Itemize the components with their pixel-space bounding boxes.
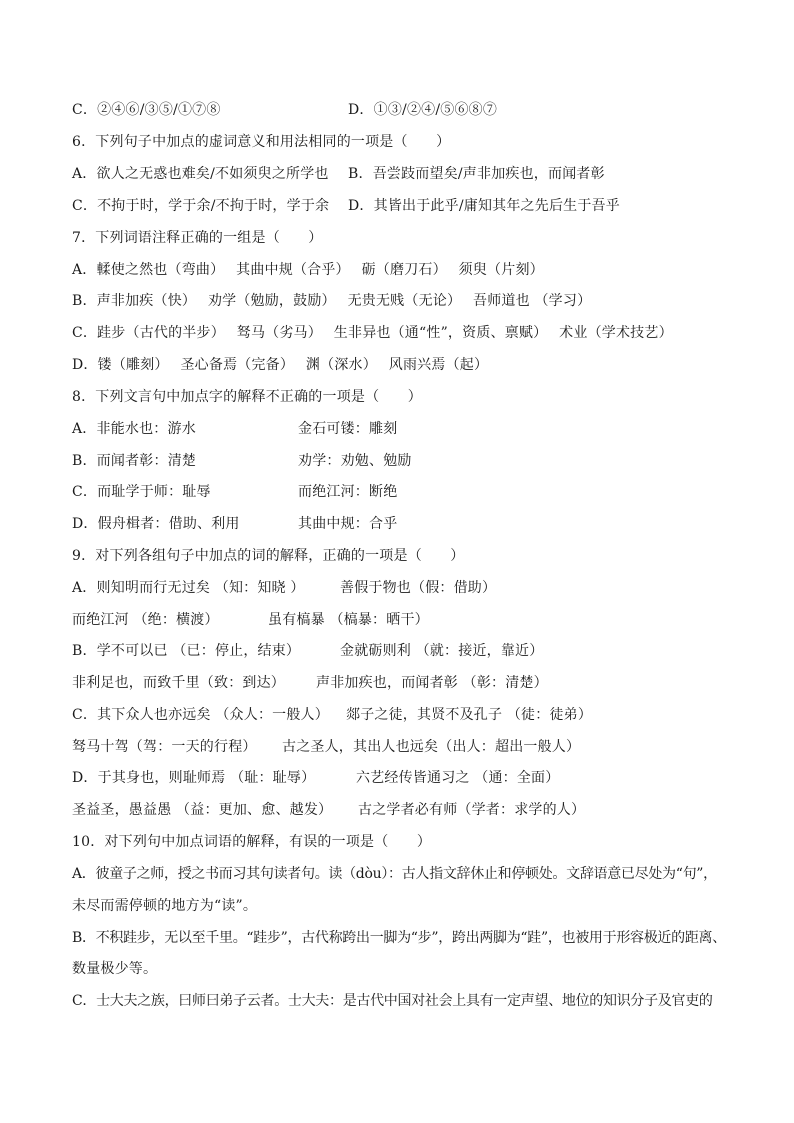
option-text: B．学不可以已 （已：停止，结束） <box>72 643 301 659</box>
q7-option-a: A．輮使之然也（弯曲） 其曲中规（合乎） 砺（磨刀石） 须臾（片刻） <box>72 262 544 278</box>
option-text: 而绝江河 （绝：横渡） <box>72 612 219 628</box>
option-text: 六艺经传皆通习之 （通：全面） <box>356 770 560 786</box>
q10-stem: 10．对下列句中加点词语的解释，有误的一项是（ ） <box>72 834 432 850</box>
q10-option-c-line1: C．士大夫之族，曰师曰弟子云者。士大夫：是古代中国对社会上具有一定声望、地位的知识分子及官吏的 <box>72 993 713 1009</box>
option-text: 劝学：劝勉、勉励 <box>298 453 412 469</box>
q7-option-d: D．镂（雕刻） 圣心备焉（完备） 渊（深水） 风雨兴焉（起） <box>72 357 489 373</box>
option-b: B．吾尝跂而望矣/声非加疾也，而闻者彰 <box>348 166 605 182</box>
q10-option-a-line2: 未尽而需停顿的地方为“读”。 <box>72 898 258 914</box>
option-a: A．欲人之无惑也难矣/不如须臾之所学也 <box>72 166 329 182</box>
q7-option-b: B．声非加疾（快） 劝学（勉励，鼓励） 无贵无贱（无论） 吾师道也 （学习） <box>72 293 592 309</box>
option-text: 善假于物也（假：借助） <box>340 580 497 596</box>
option-text: 非利足也，而致千里（致：到达） <box>72 675 285 691</box>
option-d: D．其皆出于此乎/庸知其年之先后生于吾乎 <box>348 198 620 214</box>
option-c: C．不拘于时，学于余/不拘于时，学于余 <box>72 198 330 214</box>
q10-option-b-line1: B．不积跬步，无以至千里。“跬步”，古代称跨出一脚为“步”，跨出两脚为“跬”，也被用于形容极近的距离、 <box>72 930 726 946</box>
option-text: 郯子之徒，其贤不及孔子 （徒：徒弟） <box>346 707 593 723</box>
option-text: C．其下众人也亦远矣 （众人：一般人） <box>72 707 329 723</box>
option-text: 虽有槁暴 （槁暴：晒干） <box>268 612 429 628</box>
option-text: C．而耻学于师：耻辱 <box>72 484 211 500</box>
q6-stem: 6．下列句子中加点的虚词意义和用法相同的一项是（ ） <box>72 134 451 150</box>
q7-stem: 7．下列词语注释正确的一组是（ ） <box>72 230 323 246</box>
option-text: 古之学者必有师（学者：求学的人） <box>358 802 586 818</box>
option-text: 而绝江河：断绝 <box>298 484 398 500</box>
option-text: 驽马十驾（驾：一天的行程） <box>72 739 257 755</box>
q7-option-c: C．跬步（古代的半步） 驽马（劣马） 生非异也（通“性”，资质、禀赋） 术业（学术技艺） <box>72 325 673 341</box>
option-c: C．②④⑥/③⑤/①⑦⑧ <box>72 102 221 118</box>
q10-option-b-line2: 数量极少等。 <box>72 961 158 977</box>
option-text: D．于其身也，则耻师焉 （耻：耻辱） <box>72 770 316 786</box>
option-text: 金就砺则利 （就：接近，靠近） <box>340 643 544 659</box>
option-text: A．则知明而行无过矣 （知：知晓 ） <box>72 580 305 596</box>
option-text: D．假舟楫者：借助、利用 <box>72 516 240 532</box>
option-d: D．①③/②④/⑤⑥⑧⑦ <box>348 102 498 118</box>
option-text: 圣益圣，愚益愚 （益：更加、愈、越发） <box>72 802 333 818</box>
option-text: 声非加疾也，而闻者彰 （彰：清楚） <box>316 675 548 691</box>
q9-stem: 9．对下列各组句子中加点的词的解释，正确的一项是（ ） <box>72 548 465 564</box>
q8-stem: 8．下列文言句中加点字的解释不正确的一项是（ ） <box>72 389 422 405</box>
option-text: 古之圣人，其出人也远矣（出人：超出一般人） <box>282 739 581 755</box>
option-text: 其曲中规：合乎 <box>298 516 398 532</box>
q10-option-a-line1: A．彼童子之师，授之书而习其句读者句。读（dòu）：古人指文辞休止和停顿处。文辞语意已尽处为“句”， <box>72 866 717 882</box>
option-text: B．而闻者彰：清楚 <box>72 453 197 469</box>
option-text: A．非能水也：游水 <box>72 421 196 437</box>
option-text: 金石可镂：雕刻 <box>298 421 398 437</box>
